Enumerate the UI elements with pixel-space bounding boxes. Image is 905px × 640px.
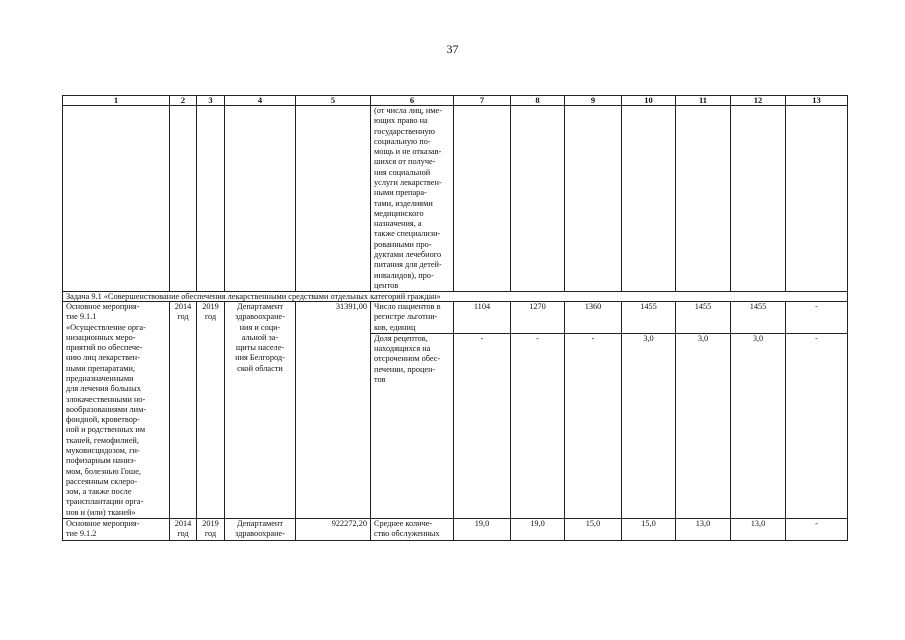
- continuation-indicator-cell: (от числа лиц, име- ющих право на государственную социальную по- мощь и не отказав- шихся от получе- ния социальной услуги лекарствен- ными препара- тами, изделиями медицинского назначения, а также специализи- рованными про- дуктами лечебного питания для детей- инвалидов), про- центов: [371, 106, 454, 292]
- indicator-value: 13,0: [731, 518, 786, 540]
- indicator-value: -: [786, 333, 848, 518]
- task-row: [63, 292, 848, 302]
- column-header: 8: [511, 96, 565, 106]
- program-table: [62, 95, 848, 541]
- column-header: 5: [296, 96, 371, 106]
- indicator-value: 1360: [565, 302, 622, 334]
- measure-description: Основное мероприя- тие 9.1.2: [63, 518, 170, 540]
- indicator-value: 1455: [622, 302, 676, 334]
- indicator-value: 19,0: [511, 518, 565, 540]
- indicator-value: -: [511, 333, 565, 518]
- column-header: 11: [676, 96, 731, 106]
- page-number: 37: [446, 42, 459, 56]
- indicator-value: 1455: [676, 302, 731, 334]
- task-title: Задача 9.1 «Совершенствование обеспечения лекарственными средствами отдельных категорий граждан»: [63, 292, 848, 302]
- indicator-value: -: [786, 518, 848, 540]
- indicator-value: -: [786, 302, 848, 334]
- column-header: 12: [731, 96, 786, 106]
- header-row: [63, 96, 848, 106]
- indicator-value: 19,0: [454, 518, 511, 540]
- indicator-value: -: [565, 333, 622, 518]
- column-header: 4: [225, 96, 296, 106]
- column-header: 13: [786, 96, 848, 106]
- column-header: 3: [197, 96, 225, 106]
- indicator-name: Доля рецептов, находящихся на отсроченном обес- печении, процен- тов: [371, 333, 454, 518]
- indicator-value: 1104: [454, 302, 511, 334]
- responsible-executor: Департамент здравоохране-: [225, 518, 296, 540]
- end-year: 2019 год: [197, 518, 225, 540]
- indicator-value: 15,0: [565, 518, 622, 540]
- start-year: 2014 год: [170, 518, 197, 540]
- indicator-value: 3,0: [622, 333, 676, 518]
- indicator-value: 15,0: [622, 518, 676, 540]
- indicator-value: 1455: [731, 302, 786, 334]
- column-header: 6: [371, 96, 454, 106]
- column-header: 10: [622, 96, 676, 106]
- responsible-executor: Департамент здравоохране- ния и соци- альной за- щиты населе- ния Белгород- ской области: [225, 302, 296, 519]
- column-header: 1: [63, 96, 170, 106]
- indicator-value: 1270: [511, 302, 565, 334]
- column-header: 2: [170, 96, 197, 106]
- indicator-value: 3,0: [676, 333, 731, 518]
- indicator-value: -: [454, 333, 511, 518]
- funding-amount: 922272,20: [296, 518, 371, 540]
- indicator-name: Среднее количе- ство обслуженных: [371, 518, 454, 540]
- funding-amount: 31391,00: [296, 302, 371, 519]
- indicator-value: 13,0: [676, 518, 731, 540]
- start-year: 2014 год: [170, 302, 197, 519]
- end-year: 2019 год: [197, 302, 225, 519]
- indicator-value: 3,0: [731, 333, 786, 518]
- column-header: 9: [565, 96, 622, 106]
- column-header: 7: [454, 96, 511, 106]
- measure-row-9-1-1: [63, 302, 848, 334]
- indicator-name: Число пациентов в регистре льготни- ков, единиц: [371, 302, 454, 334]
- continuation-row: [63, 106, 848, 292]
- measure-description: Основное мероприя- тие 9.1.1 «Осуществление орга- низационных меро- приятий по обеспече- нию лиц лекарствен- ными препаратами, предназначенными для лечения больных злокачественными но- вообразованиями лим- фоидной, кроветвор- ной и родственных им тканей, гемофилией, муковисцидозом, ги- пофизарным наниз- мом, болезнью Гоше, рассеянным склеро- зом, а также после трансплантации орга- нов и (или) тканей»: [63, 302, 170, 519]
- measure-row-9-1-2: [63, 518, 848, 540]
